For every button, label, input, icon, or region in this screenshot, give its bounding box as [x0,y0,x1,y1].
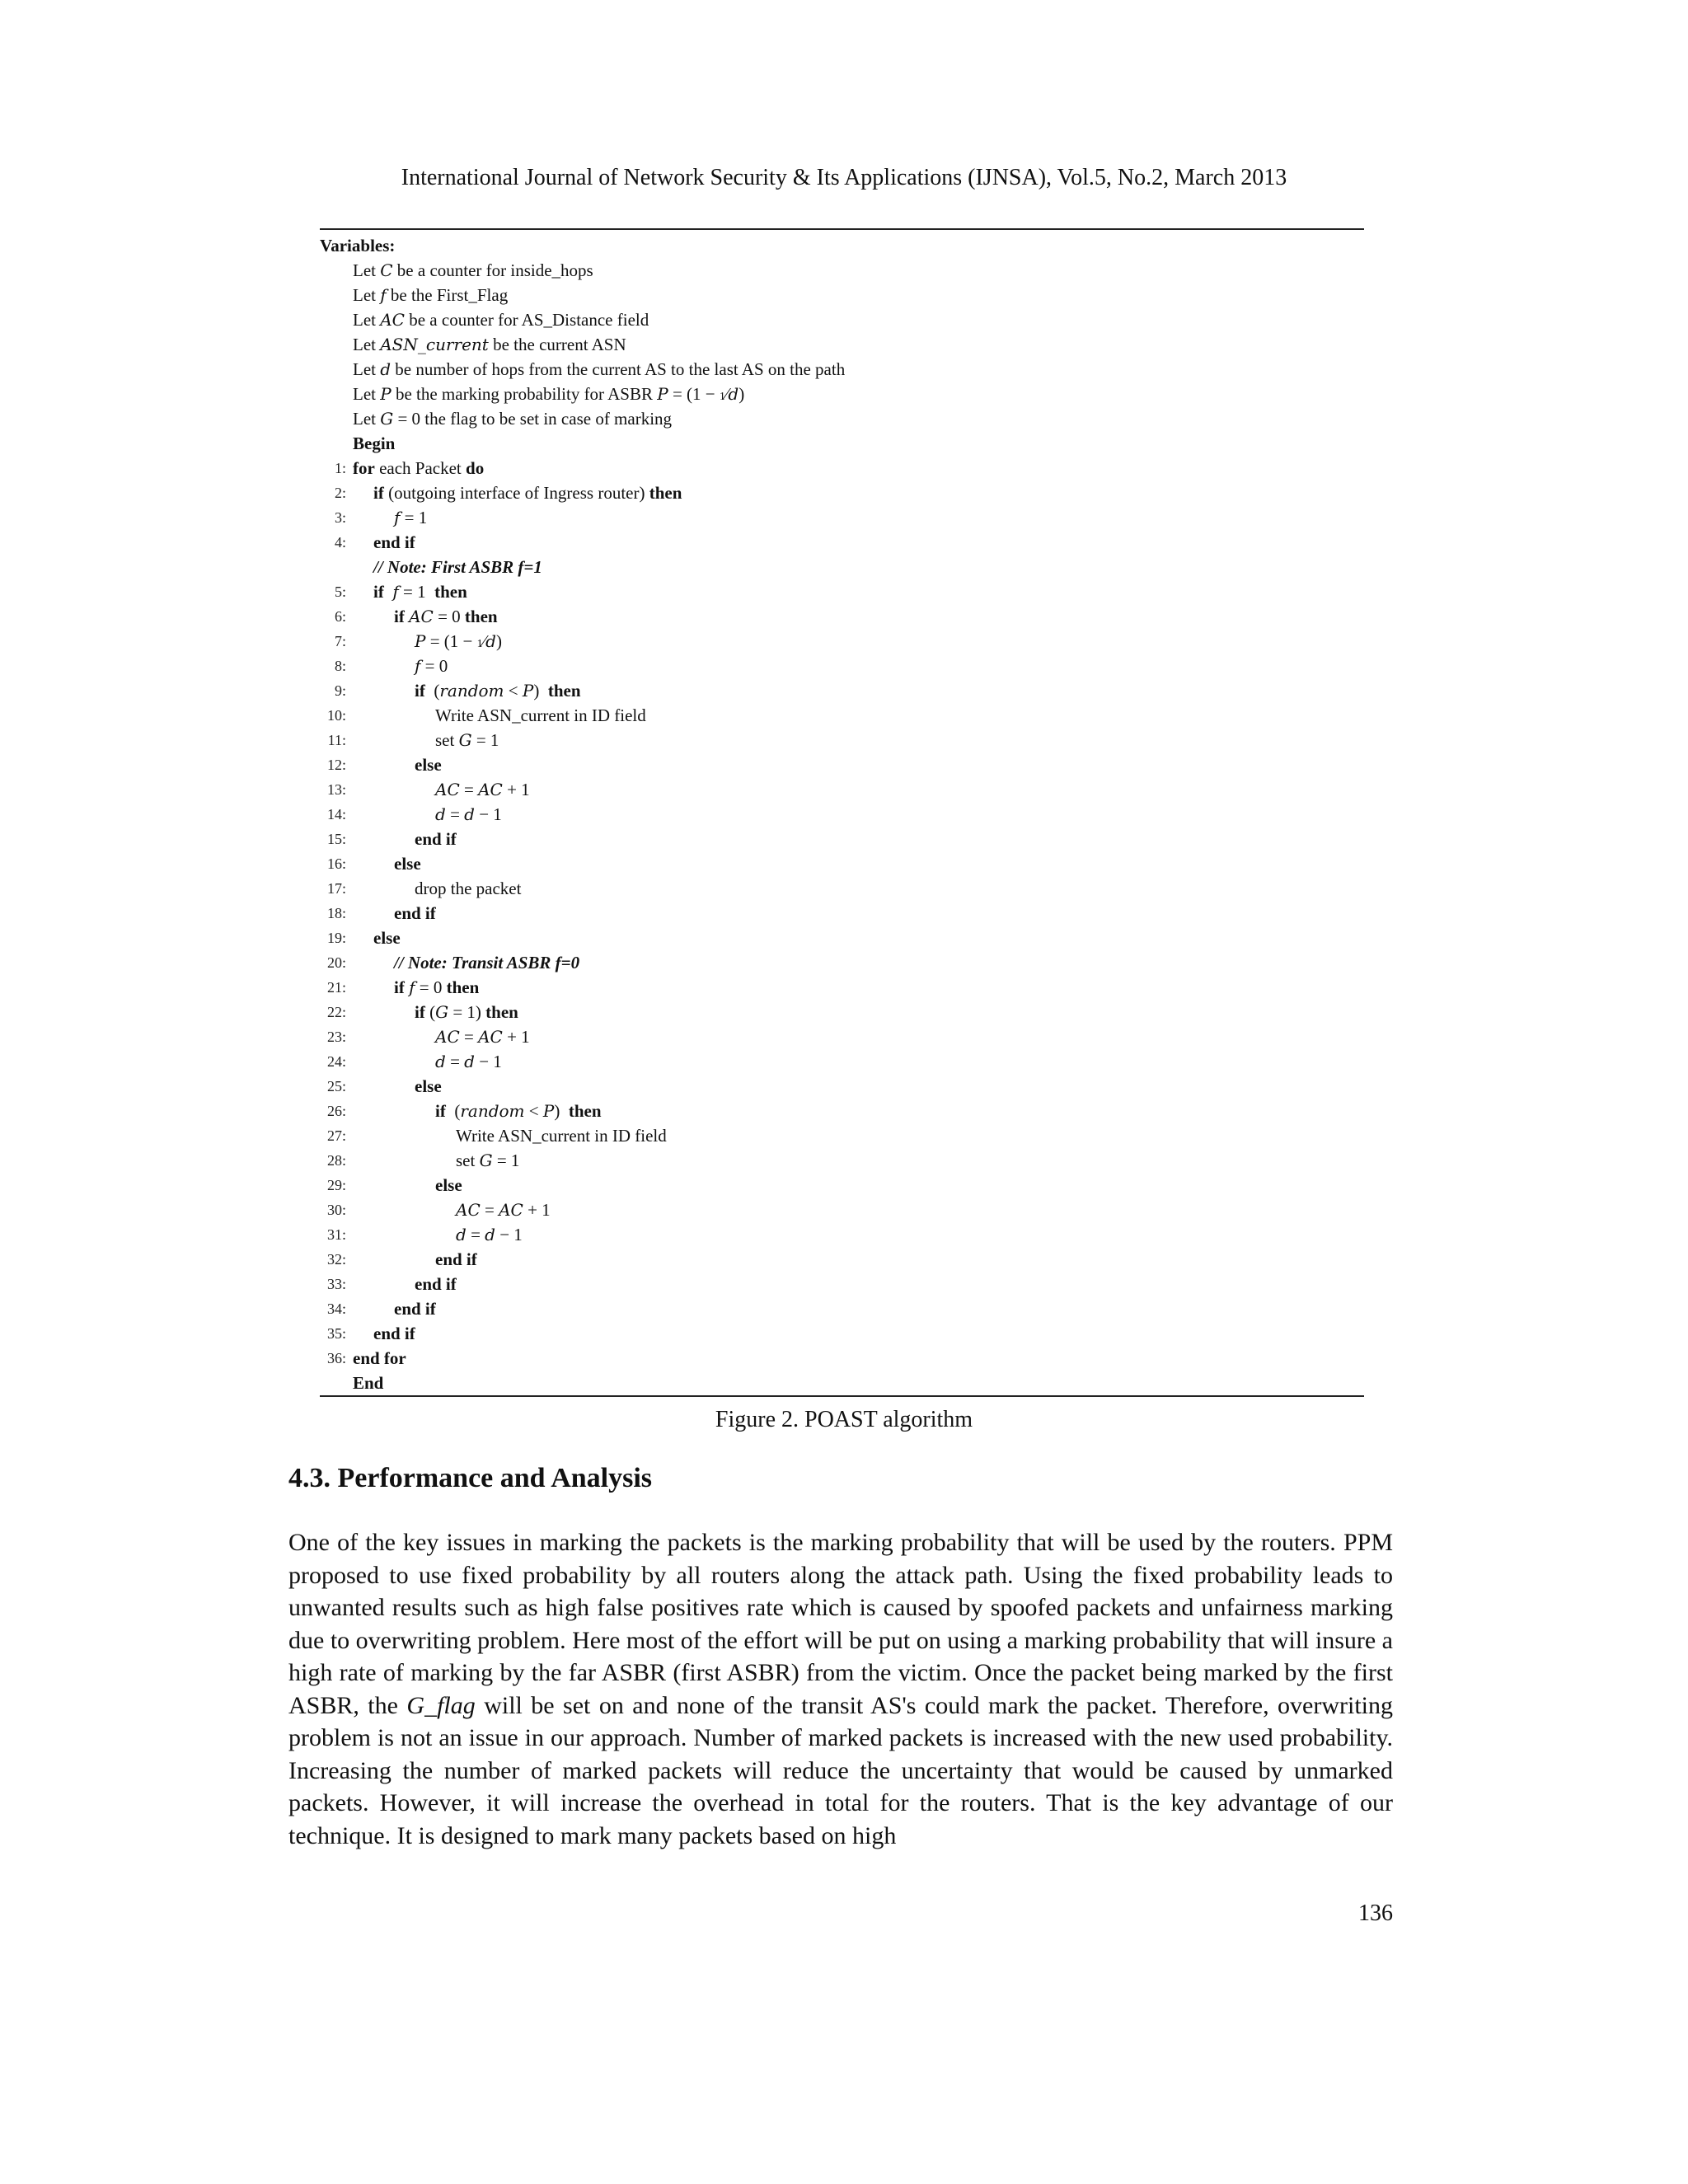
line-number: 36: [326,1350,346,1366]
begin-keyword [320,431,1364,456]
variable-line [320,307,1364,332]
algorithm-line [320,1222,1364,1247]
algorithm-line [320,1074,1364,1099]
algorithm-line [320,975,1364,1000]
line-number: 20: [326,954,346,971]
variable-line [320,357,1364,382]
algorithm-line [320,1346,1364,1371]
line-number: 10: [326,707,346,724]
line-number: 25: [326,1078,346,1094]
section-title: 4.3. Performance and Analysis [288,1463,653,1493]
line-number: 11: [327,732,346,748]
line-code: drop the packet [415,879,522,898]
line-code: Begin [353,434,396,453]
line-number: 14: [326,806,346,823]
line-number: 3: [334,509,346,526]
line-code: else [435,1175,462,1195]
algorithm-line [320,876,1364,901]
algorithm-line [320,456,1364,480]
algorithm-line [320,555,1364,579]
variables-label [320,233,1364,258]
journal-header: International Journal of Network Security & Its Applications (IJNSA), Vol.5, No.2, March 2013 [401,165,1287,190]
algorithm-line [320,1296,1364,1321]
page-number: 136 [1358,1900,1393,1926]
line-code: end if [435,1249,477,1269]
line-number: 12: [326,757,346,773]
line-code: Write ASN_current in ID field [456,1126,667,1146]
line-code: else [373,928,401,948]
line-code: d = d − 1 [456,1225,523,1244]
line-code: Let d be number of hops from the current AS to the last AS on the path [353,359,846,379]
line-code: P = (1 − 1⁄d) [415,631,502,651]
line-number: 35: [326,1325,346,1342]
line-code: Let f be the First_Flag [353,285,509,305]
line-number: 18: [326,905,346,921]
line-code: AC = AC + 1 [456,1200,551,1220]
line-code: Let G = 0 the flag to be set in case of marking [353,409,673,429]
algorithm-line [320,1049,1364,1074]
line-number: 27: [326,1127,346,1144]
line-code: if (random < P) then [415,681,581,701]
algorithm-line [320,579,1364,604]
line-code: end if [373,1324,415,1343]
line-number: 26: [326,1103,346,1119]
variable-line [320,406,1364,431]
algorithm-line [320,777,1364,802]
algorithm-line [320,480,1364,505]
line-code: if (outgoing interface of Ingress router) then [373,483,682,503]
algorithm-line [320,802,1364,827]
line-code: Write ASN_current in ID field [435,705,646,725]
algorithm-line [320,505,1364,530]
line-code: End [353,1373,384,1393]
line-code: set G = 1 [435,730,499,750]
line-code: Let P be the marking probability for ASBR P = (1 − 1⁄d) [353,384,745,404]
line-code: if f = 0 then [394,977,480,997]
line-number: 21: [326,979,346,996]
line-number: 24: [326,1053,346,1070]
line-code: Variables: [320,236,396,255]
algorithm-line [320,950,1364,975]
line-code: end if [394,903,436,923]
line-number: 19: [326,930,346,946]
variable-line [320,382,1364,406]
variable-line [320,283,1364,307]
line-number: 1: [334,460,346,476]
body-paragraph: One of the key issues in marking the packets is the marking probability that will be used by the routers. PPM proposed to use fixed probability by all routers along the attack path. Using the fixed probability leads to unwanted results such as high false positives rate which is caused by spoofed packets and unfairness marking due to overwriting problem. Here most of the effort will be put on using a marking probability that will insure a high rate of marking by the far ASBR (first ASBR) from the victim. Once the packet being marked by the first ASBR, the G_flag will be set on and none of the transit AS's could mark the packet. Therefore, overwriting problem is not an issue in our approach. Number of marked packets is increased with the new used probability. Increasing the number of marked packets will reduce the uncertainty that would be caused by unmarked packets. However, it will increase the overhead in total for the routers. That is the key advantage of our technique. It is designed to mark many packets based on high [288,1529,1393,1849]
line-code: AC = AC + 1 [435,1027,530,1047]
algorithm-line [320,1197,1364,1222]
line-code: if AC = 0 then [394,607,498,626]
line-number: 30: [326,1202,346,1218]
line-code: end for [353,1348,406,1368]
line-number: 31: [326,1226,346,1243]
line-code: d = d − 1 [435,804,502,824]
line-code: else [394,854,421,874]
algorithm-line [320,1000,1364,1024]
line-number: 2: [334,485,346,501]
algorithm-line [320,752,1364,777]
line-number: 4: [334,534,346,551]
line-number: 33: [326,1276,346,1292]
algorithm-line [320,530,1364,555]
line-code: if (random < P) then [435,1101,602,1121]
algorithm-line [320,1321,1364,1346]
algorithm-line [320,1148,1364,1173]
line-code: f = 0 [415,656,448,676]
line-code: Let AC be a counter for AS_Distance field [353,310,649,330]
algorithm-line [320,1272,1364,1296]
algorithm-box [320,228,1364,1397]
line-code: end if [373,532,415,552]
line-code: // Note: Transit ASBR f=0 [394,953,580,972]
algorithm-line [320,1024,1364,1049]
line-code: set G = 1 [456,1151,520,1170]
line-code: else [415,1076,442,1096]
algorithm-line [320,1123,1364,1148]
algorithm-line [320,926,1364,950]
line-number: 16: [326,855,346,872]
end-keyword [320,1371,1364,1395]
line-number: 5: [334,583,346,600]
figure-caption: Figure 2. POAST algorithm [715,1407,973,1432]
algorithm-line [320,1173,1364,1197]
line-number: 17: [326,880,346,897]
line-code: if f = 1 then [373,582,467,602]
line-number: 6: [334,608,346,625]
variable-line [320,258,1364,283]
line-code: for each Packet do [353,458,485,478]
algorithm-line [320,678,1364,703]
algorithm-line [320,604,1364,629]
line-number: 7: [334,633,346,649]
line-number: 8: [334,658,346,674]
line-code: if (G = 1) then [415,1002,518,1022]
algorithm-line [320,629,1364,654]
line-code: else [415,755,442,775]
line-code: end if [415,829,457,849]
line-number: 23: [326,1029,346,1045]
line-number: 22: [326,1004,346,1020]
line-code: Let C be a counter for inside_hops [353,260,593,280]
algorithm-line [320,851,1364,876]
line-code: // Note: First ASBR f=1 [373,557,542,577]
line-code: AC = AC + 1 [435,780,530,799]
algorithm-line [320,901,1364,926]
line-number: 13: [326,781,346,798]
algorithm-line [320,703,1364,728]
algorithm-line [320,654,1364,678]
variable-line [320,332,1364,357]
line-code: end if [415,1274,457,1294]
algorithm-line [320,1099,1364,1123]
line-number: 28: [326,1152,346,1169]
algorithm-line [320,728,1364,752]
algorithm-line [320,1247,1364,1272]
algorithm-line [320,827,1364,851]
line-code: f = 1 [394,508,428,527]
line-number: 29: [326,1177,346,1193]
line-code: Let ASN_current be the current ASN [353,335,626,354]
line-number: 15: [326,831,346,847]
line-number: 34: [326,1301,346,1317]
line-code: d = d − 1 [435,1052,502,1071]
line-number: 9: [334,682,346,699]
line-number: 32: [326,1251,346,1268]
line-code: end if [394,1299,436,1319]
